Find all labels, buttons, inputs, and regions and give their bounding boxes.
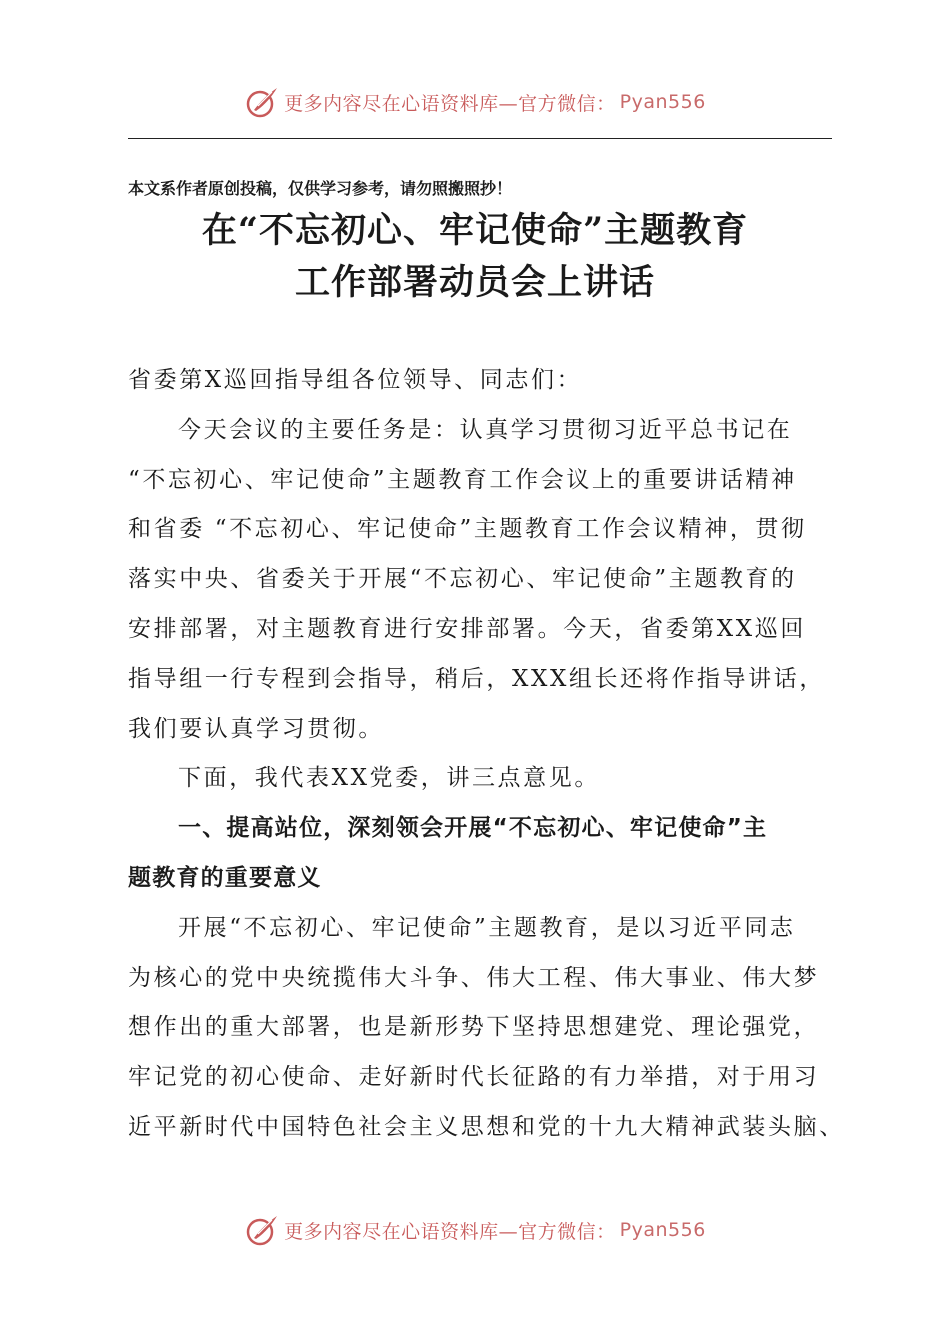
- watermark-text: 更多内容尽在心语资料库—官方微信：: [284, 92, 616, 115]
- document-title-line-2: 工作部署动员会上讲话: [294, 262, 655, 303]
- watermark-wechat-id: Pyan556: [619, 91, 706, 113]
- watermark-text: 更多内容尽在心语资料库—官方微信：: [284, 1220, 616, 1243]
- paragraph-line: 牢记党的初心使命、走好新时代长征路的有力举措，对于用习: [128, 1064, 820, 1091]
- heading-line: 一、提高站位，深刻领会开展“不忘初心、牢记使命”主: [178, 815, 768, 842]
- document-body: [128, 356, 845, 1153]
- paragraph-line: 安排部署，对主题教育进行安排部署。今天，省委第XX巡回: [128, 615, 806, 642]
- paragraph-line: 开展“不忘初心、牢记使命”主题教育，是以习近平同志: [178, 914, 796, 941]
- paragraph-opening: 下面，我代表XX党委，讲三点意见。: [178, 765, 600, 792]
- paragraph-line: 指导组一行专程到会指导，稍后，XXX组长还将作指导讲话，: [128, 665, 825, 692]
- document-title-line-1: 在“不忘初心、牢记使命”主题教育: [201, 210, 749, 251]
- paragraph-line: “不忘初心、牢记使命”主题教育工作会议上的重要讲话精神: [128, 466, 797, 493]
- copyright-notice: 本文系作者原创投稿，仅供学习参考，请勿照搬照抄！: [128, 179, 513, 198]
- watermark-wechat-id: Pyan556: [619, 1219, 706, 1241]
- paragraph-significance: [128, 904, 845, 1153]
- paragraph-line: 为核心的党中央统揽伟大斗争、伟大工程、伟大事业、伟大梦: [128, 964, 820, 991]
- paragraph-line: 落实中央、省委关于开展“不忘初心、牢记使命”主题教育的: [128, 566, 797, 593]
- paragraph-line: 我们要认真学习贯彻。: [128, 715, 384, 742]
- header-divider: [128, 138, 832, 139]
- footer-watermark: [0, 1210, 950, 1250]
- salutation: 省委第X巡回指导组各位领导、同志们：: [128, 367, 583, 393]
- section-heading-1: [128, 804, 834, 904]
- header-watermark: [0, 82, 950, 122]
- paragraph-line: 近平新时代中国特色社会主义思想和党的十九大精神武装头脑、: [128, 1113, 845, 1140]
- paragraph-line: 想作出的重大部署，也是新形势下坚持思想建党、理论强党，: [128, 1014, 820, 1041]
- quill-pen-seal-icon: [244, 1212, 280, 1248]
- paragraph-intro: [128, 406, 834, 755]
- heading-line: 题教育的重要意义: [128, 864, 322, 891]
- quill-pen-seal-icon: [244, 84, 280, 120]
- paragraph-line: 和省委 “不忘初心、牢记使命”主题教育工作会议精神，贯彻: [128, 516, 807, 543]
- paragraph-line: 今天会议的主要任务是：认真学习贯彻习近平总书记在: [178, 416, 793, 443]
